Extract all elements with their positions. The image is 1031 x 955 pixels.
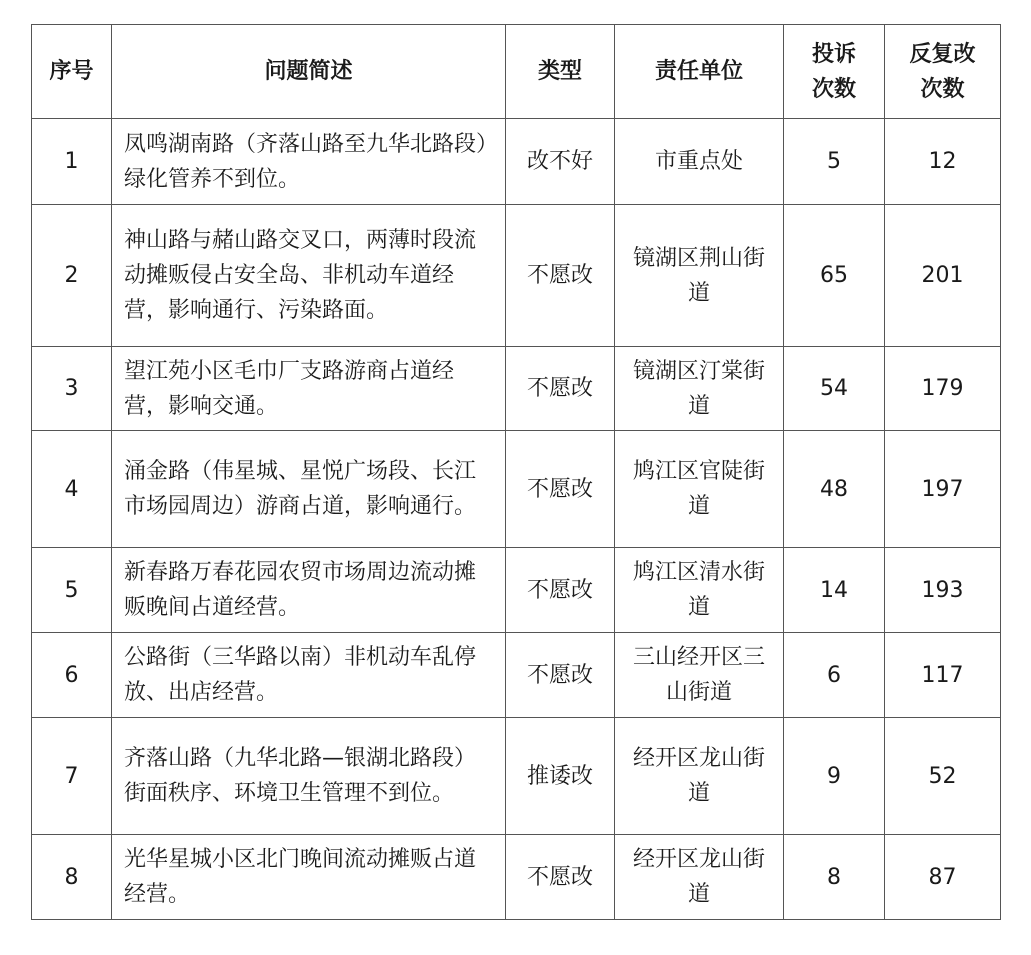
cell-unit: 鸠江区清水街道 [615, 548, 784, 633]
cell-unit: 市重点处 [615, 119, 784, 205]
cell-repeat: 117 [885, 633, 1001, 718]
cell-repeat: 12 [885, 119, 1001, 205]
cell-repeat: 179 [885, 347, 1001, 431]
cell-type: 不愿改 [506, 205, 615, 347]
table-row [32, 835, 1001, 920]
cell-type: 不愿改 [506, 431, 615, 548]
cell-desc: 涌金路（伟星城、星悦广场段、长江市场园周边）游商占道，影响通行。 [112, 431, 506, 548]
cell-complaints: 65 [784, 205, 885, 347]
cell-repeat: 87 [885, 835, 1001, 920]
cell-type: 不愿改 [506, 633, 615, 718]
cell-complaints: 8 [784, 835, 885, 920]
cell-type: 不愿改 [506, 835, 615, 920]
header-repeat: 反复改次数 [885, 25, 1001, 119]
table-row [32, 205, 1001, 347]
cell-type: 不愿改 [506, 347, 615, 431]
header-desc: 问题简述 [112, 25, 506, 119]
cell-repeat: 193 [885, 548, 1001, 633]
cell-desc: 公路街（三华路以南）非机动车乱停放、出店经营。 [112, 633, 506, 718]
cell-no: 7 [32, 718, 112, 835]
header-no: 序号 [32, 25, 112, 119]
cell-complaints: 14 [784, 548, 885, 633]
cell-desc: 神山路与赭山路交叉口，两薄时段流动摊贩侵占安全岛、非机动车道经营，影响通行、污染路面。 [112, 205, 506, 347]
cell-no: 2 [32, 205, 112, 347]
cell-type: 改不好 [506, 119, 615, 205]
cell-desc: 光华星城小区北门晚间流动摊贩占道经营。 [112, 835, 506, 920]
table-row [32, 718, 1001, 835]
cell-unit: 镜湖区荆山街道 [615, 205, 784, 347]
problem-table [31, 24, 1001, 920]
cell-complaints: 5 [784, 119, 885, 205]
cell-complaints: 9 [784, 718, 885, 835]
cell-desc: 望江苑小区毛巾厂支路游商占道经营，影响交通。 [112, 347, 506, 431]
cell-desc: 凤鸣湖南路（齐落山路至九华北路段）绿化管养不到位。 [112, 119, 506, 205]
cell-unit: 经开区龙山街道 [615, 835, 784, 920]
cell-unit: 经开区龙山街道 [615, 718, 784, 835]
table-row [32, 119, 1001, 205]
cell-no: 6 [32, 633, 112, 718]
cell-unit: 鸠江区官陡街道 [615, 431, 784, 548]
table-row [32, 633, 1001, 718]
cell-no: 4 [32, 431, 112, 548]
cell-unit: 镜湖区汀棠街道 [615, 347, 784, 431]
cell-no: 1 [32, 119, 112, 205]
cell-no: 8 [32, 835, 112, 920]
cell-type: 推诿改 [506, 718, 615, 835]
cell-no: 5 [32, 548, 112, 633]
cell-type: 不愿改 [506, 548, 615, 633]
cell-complaints: 54 [784, 347, 885, 431]
cell-desc: 齐落山路（九华北路—银湖北路段）街面秩序、环境卫生管理不到位。 [112, 718, 506, 835]
cell-unit: 三山经开区三山街道 [615, 633, 784, 718]
table-row [32, 548, 1001, 633]
cell-repeat: 52 [885, 718, 1001, 835]
table-row [32, 431, 1001, 548]
header-type: 类型 [506, 25, 615, 119]
cell-no: 3 [32, 347, 112, 431]
header-complaints: 投诉次数 [784, 25, 885, 119]
cell-complaints: 6 [784, 633, 885, 718]
cell-repeat: 197 [885, 431, 1001, 548]
cell-desc: 新春路万春花园农贸市场周边流动摊贩晚间占道经营。 [112, 548, 506, 633]
table-row [32, 347, 1001, 431]
cell-repeat: 201 [885, 205, 1001, 347]
header-unit: 责任单位 [615, 25, 784, 119]
header-row [32, 25, 1001, 119]
cell-complaints: 48 [784, 431, 885, 548]
